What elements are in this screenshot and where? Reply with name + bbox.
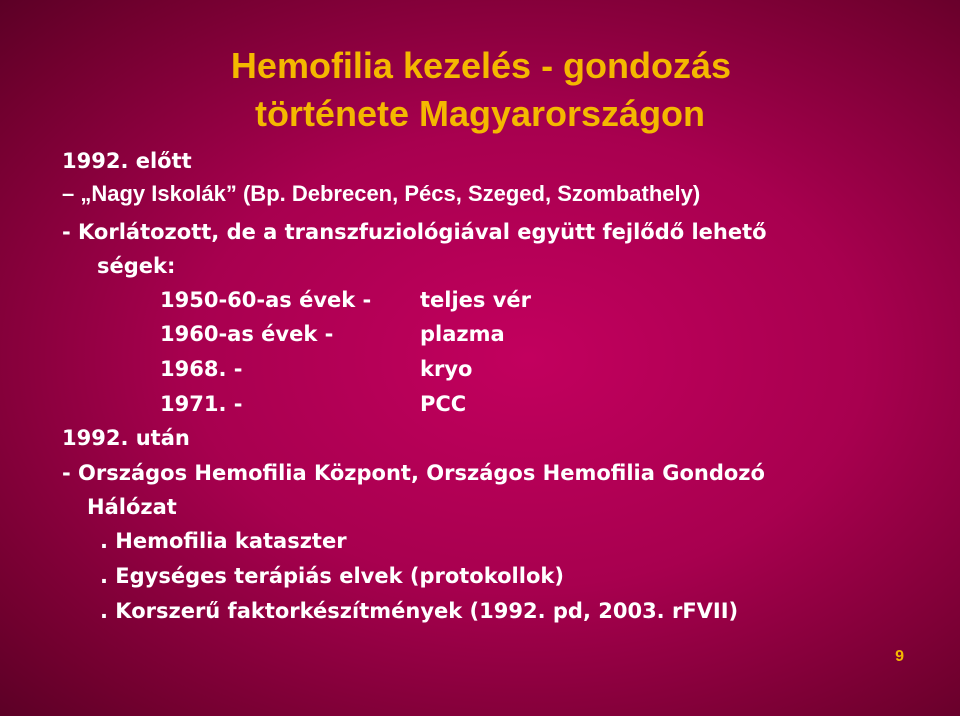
timeline-row — [160, 321, 660, 347]
timeline-period: 1960-as évek - — [160, 322, 334, 346]
slide-title — [0, 42, 960, 138]
timeline-product: kryo — [420, 357, 473, 381]
timeline-product: teljes vér — [420, 288, 532, 312]
timeline-period: 1950-60-as évek - — [160, 288, 372, 312]
timeline-product: PCC — [420, 392, 467, 416]
after-1992-label: 1992. után — [62, 426, 190, 450]
national-line-2: Hálózat — [87, 495, 177, 519]
bullet-item: . Hemofilia kataszter — [100, 529, 347, 553]
national-line-1: - Országos Hemofilia Központ, Országos Hemofilia Gondozó — [62, 461, 765, 485]
centers-line: – „Nagy Iskolák” (Bp. Debrecen, Pécs, Szeged, Szombathely) — [62, 181, 701, 206]
timeline-period: 1971. - — [160, 392, 243, 416]
timeline-period: 1968. - — [160, 357, 243, 381]
title-line-1: Hemofilia kezelés - gondozás — [230, 45, 732, 86]
timeline-row — [160, 356, 660, 382]
page-number: 9 — [895, 648, 904, 665]
limited-line-2: ségek: — [97, 254, 176, 278]
timeline-row — [160, 391, 660, 417]
timeline-row — [160, 287, 660, 313]
bullet-item: . Korszerű faktorkészítmények (1992. pd, 2003. rFVII) — [100, 599, 739, 623]
bullet-item: . Egységes terápiás elvek (protokollok) — [100, 564, 564, 588]
limited-line-1: - Korlátozott, de a transzfuziológiával együtt fejlődő lehető — [62, 220, 767, 244]
before-1992-label: 1992. előtt — [62, 149, 192, 173]
timeline-product: plazma — [420, 322, 505, 346]
title-line-2: története Magyarországon — [254, 93, 706, 134]
